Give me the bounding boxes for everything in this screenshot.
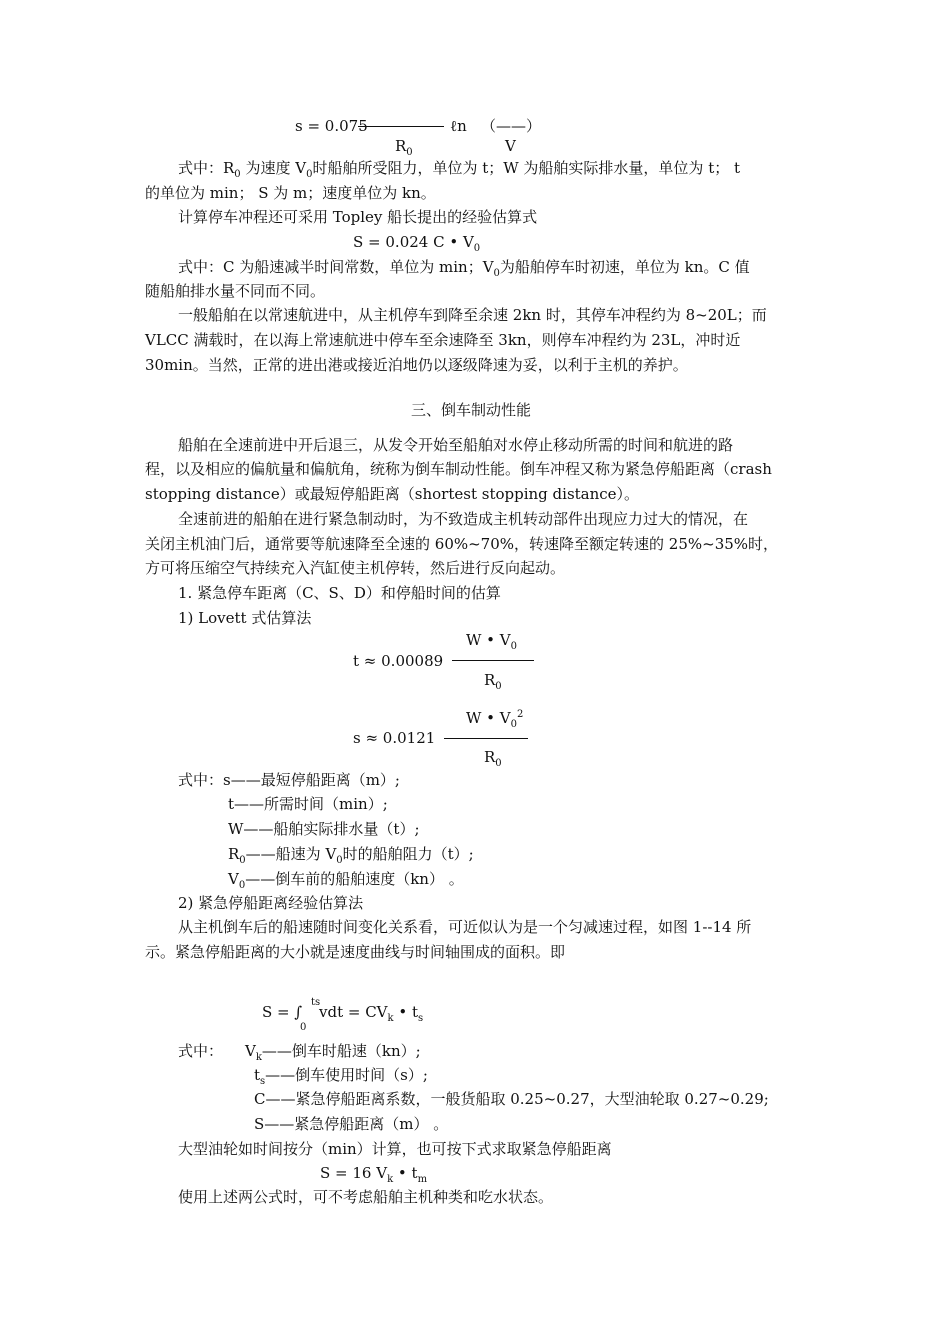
- formula-lhs: s = 0.075: [295, 117, 368, 135]
- paragraph-line: 关闭主机油门后，通常要等航速降至全速的 60%~70%，转速降至额定转速的 25%~35%时，: [145, 535, 779, 553]
- list-item: 1) Lovett 式估算法: [178, 609, 312, 627]
- section-title: 三、倒车制动性能: [411, 401, 532, 419]
- formula-lhs: s ≈ 0.0121: [353, 729, 436, 747]
- integral-upper-limit: ts: [311, 997, 321, 1008]
- definition-line: W——船舶实际排水量（t）;: [228, 820, 420, 838]
- paragraph-line: stopping distance）或最短停船距离（shortest stopping distance）。: [145, 485, 640, 503]
- definition-line: 式中：s——最短停船距离（m）;: [178, 771, 400, 789]
- paragraph-line: 30min。当然，正常的进出港或接近泊地仍以逐级降速为妥，以利于主机的养护。: [145, 356, 688, 374]
- paragraph-line: 全速前进的船舶在进行紧急制动时，为不致造成主机转动部件出现应力过大的情况，在: [178, 510, 749, 528]
- paragraph-line: 示。紧急停船距离的大小就是速度曲线与时间轴围成的面积。即: [145, 943, 566, 961]
- list-item: 2) 紧急停船距离经验估算法: [178, 894, 364, 912]
- definition-line: t——所需时间（min）;: [228, 795, 388, 813]
- formula-lhs: t ≈ 0.00089: [353, 652, 444, 670]
- formula-numerator: W • $V_0$: [466, 631, 518, 652]
- paragraph-line: 的单位为 min； S 为 m；速度单位为 kn。: [145, 184, 436, 202]
- definition-line: C——紧急停船距离系数，一般货船取 0.25~0.27，大型油轮取 0.27~0.29;: [254, 1090, 769, 1108]
- paragraph-line: 随船舶排水量不同而不同。: [145, 282, 326, 300]
- definition-label: 式中：: [178, 1042, 224, 1060]
- definition-line: $t_s——$倒车使用时间（s）;: [254, 1066, 428, 1087]
- paragraph-line: 使用上述两公式时，可不考虑船舶主机种类和吃水状态。: [178, 1188, 554, 1206]
- list-item: 1. 紧急停车距离（C、S、D）和停船时间的估算: [178, 584, 501, 602]
- definition-line: S——紧急停船距离（m） 。: [254, 1115, 449, 1133]
- paragraph-line: 程，以及相应的偏航量和偏航角，统称为倒车制动性能。倒车冲程又称为紧急停船距离（crash: [145, 460, 772, 478]
- formula-numerator: W • $V_0^2$: [466, 709, 524, 730]
- paragraph-line: 式中：C 为船速减半时间常数，单位为 min；$V_0$为船舶停车时初速，单位为 kn。C 值: [178, 258, 750, 279]
- formula-denominator: $R_0$: [395, 137, 413, 158]
- paragraph-line: 方可将压缩空气持续充入汽缸使主机停转，然后进行反向起动。: [145, 559, 566, 577]
- paragraph-line: 式中：$R_0$ 为速度 $V_0$时船舶所受阻力，单位为 t；W 为船舶实际排水量，单位为 t； t: [178, 159, 741, 180]
- paragraph-line: 船舶在全速前进中开后退三，从发令开始至船舶对水停止移动所需的时间和航进的路: [178, 436, 734, 454]
- fraction-bar: [444, 738, 528, 739]
- formula: S = 16 $V_k$ • $t_m$: [320, 1164, 428, 1185]
- formula-denominator: $R_0$: [484, 671, 502, 692]
- definition-line: $R_0——$船速为 $V_0$时的船舶阻力（t）;: [228, 845, 474, 866]
- formula-denominator: $R_0$: [484, 748, 502, 769]
- formula-body: vdt = $CV_k$ • $t_s$: [319, 1003, 424, 1024]
- formula-denominator-v: V: [505, 137, 516, 155]
- paragraph-line: 大型油轮如时间按分（min）计算，也可按下式求取紧急停船距离: [178, 1140, 612, 1158]
- formula-integral: S = ∫: [262, 1003, 303, 1021]
- formula-paren: （——）: [481, 117, 542, 135]
- fraction-bar: [452, 660, 534, 661]
- definition-line: $V_k——$倒车时船速（kn）;: [245, 1042, 421, 1063]
- formula-ln: ℓn: [450, 117, 467, 135]
- fraction-bar: [358, 126, 444, 127]
- paragraph-line: 从主机倒车后的船速随时间变化关系看，可近似认为是一个匀减速过程，如图 1--14 所: [178, 918, 752, 936]
- paragraph-line: VLCC 满载时，在以海上常速航进中停车至余速降至 3kn，则停车冲程约为 23L，冲时近: [145, 331, 741, 349]
- formula: S = 0.024 C • $V_0$: [353, 233, 481, 254]
- paragraph-line: 一般船舶在以常速航进中，从主机停车到降至余速 2kn 时，其停车冲程约为 8~20L；而: [178, 306, 767, 324]
- definition-line: $V_0——$倒车前的船舶速度（kn） 。: [228, 870, 464, 891]
- integral-lower-limit: 0: [300, 1022, 307, 1033]
- paragraph-line: 计算停车冲程还可采用 Topley 船长提出的经验估算式: [178, 208, 538, 226]
